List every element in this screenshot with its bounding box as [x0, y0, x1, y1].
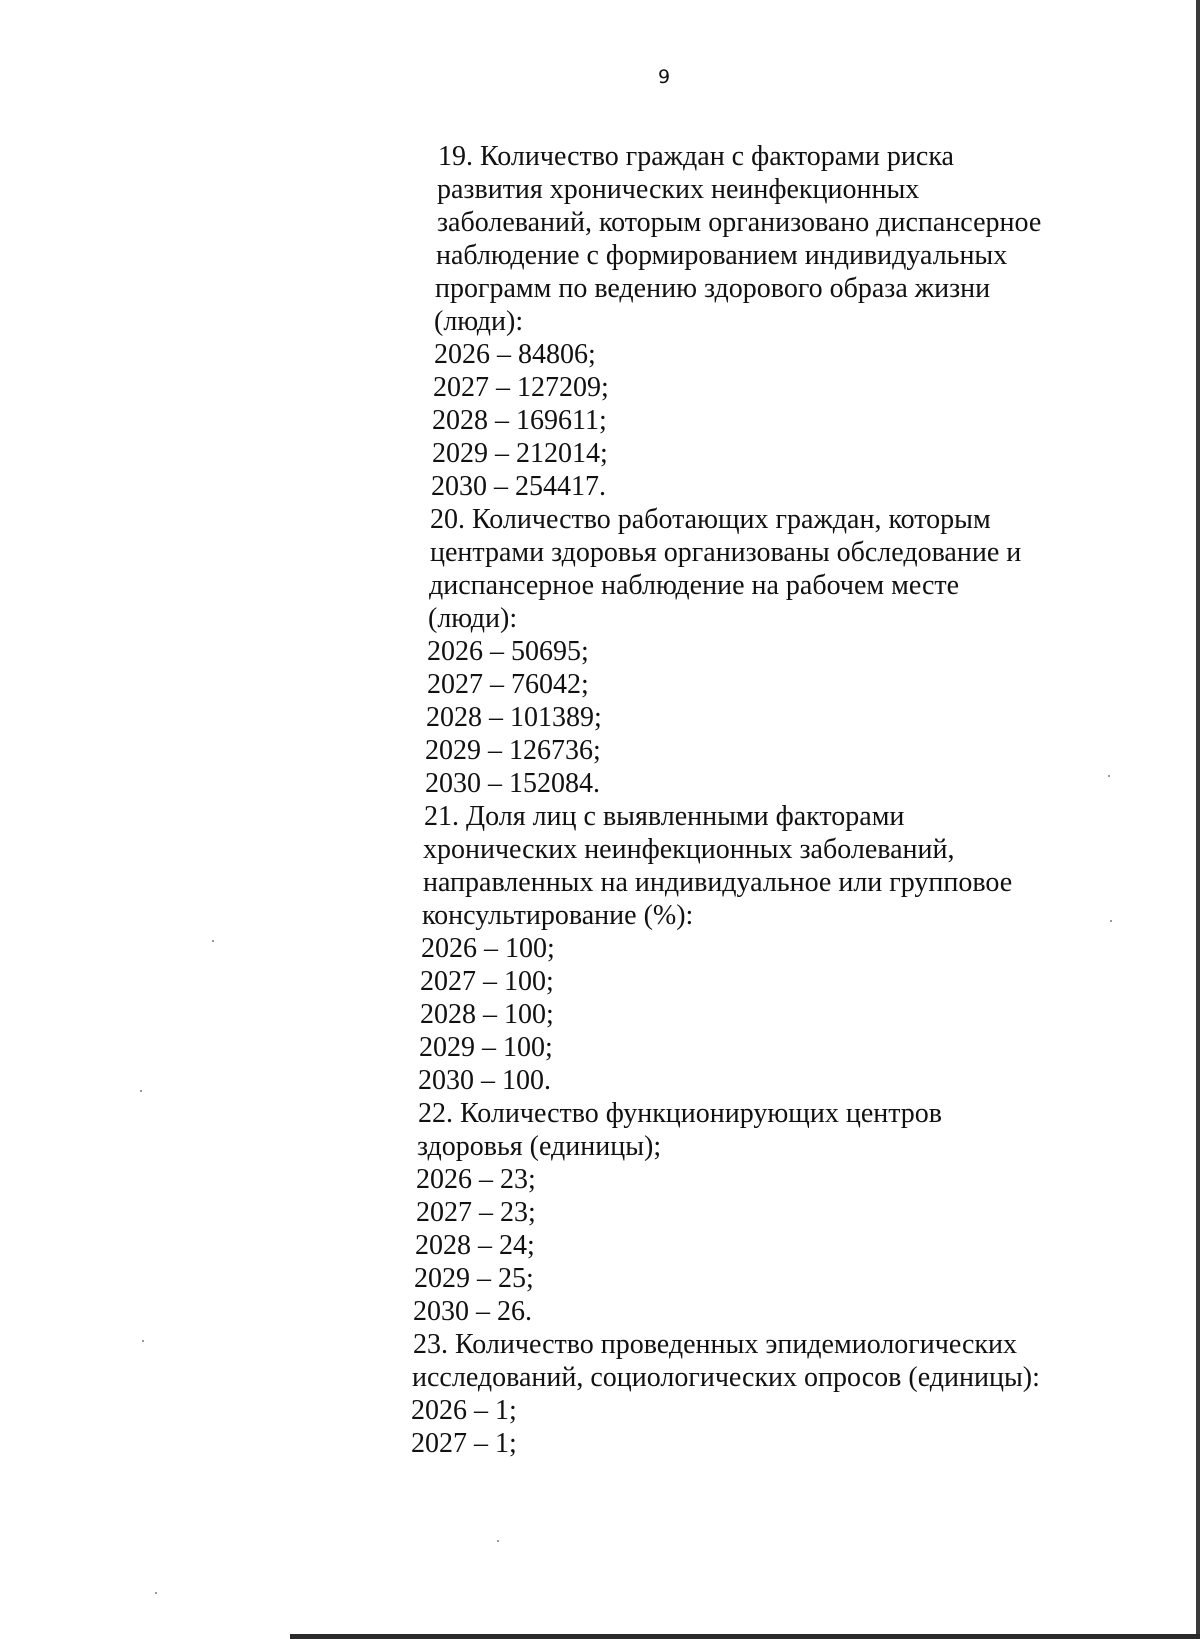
- scan-speck: [212, 940, 214, 942]
- document-line: диспансерное наблюдение на рабочем месте: [429, 570, 960, 601]
- document-line: 2027 – 127209;: [433, 372, 609, 403]
- document-line: 2026 – 84806;: [434, 339, 596, 370]
- scan-speck: [142, 1340, 144, 1342]
- document-line: хронических неинфекционных заболеваний,: [423, 834, 955, 865]
- document-line: 21. Доля лиц с выявленными факторами: [424, 801, 905, 832]
- document-line: программ по ведению здорового образа жизни: [435, 273, 991, 304]
- document-line: (люди):: [428, 603, 518, 634]
- document-line: 2028 – 101389;: [426, 702, 602, 733]
- document-line: 22. Количество функционирующих центров: [418, 1098, 943, 1129]
- scan-speck: [1110, 920, 1112, 922]
- document-line: 19. Количество граждан с факторами риска: [438, 141, 954, 172]
- document-line: 2030 – 254417.: [431, 471, 606, 502]
- document-line: 2027 – 1;: [411, 1428, 517, 1459]
- document-line: наблюдение с формированием индивидуальных: [436, 240, 1008, 271]
- document-line: (люди):: [434, 306, 524, 337]
- document-line: развития хронических неинфекционных: [437, 174, 920, 205]
- scan-speck: [155, 1592, 157, 1594]
- document-line: 2028 – 169611;: [432, 405, 607, 436]
- document-line: здоровья (единицы);: [417, 1131, 662, 1162]
- document-line: 20. Количество работающих граждан, которым: [430, 504, 991, 535]
- document-body: [411, 140, 1118, 1460]
- document-line: 2028 – 24;: [415, 1230, 535, 1261]
- page-number: 9: [657, 66, 671, 88]
- document-line: 2029 – 126736;: [425, 735, 601, 766]
- document-line: 2029 – 212014;: [432, 438, 608, 469]
- document-line: 2026 – 1;: [411, 1395, 517, 1426]
- document-line: 2030 – 100.: [418, 1065, 551, 1096]
- document-line: центрами здоровья организованы обследование и: [430, 537, 1022, 568]
- document-line: направленных на индивидуальное или групповое: [423, 867, 1013, 898]
- document-line: 2029 – 25;: [414, 1263, 534, 1294]
- document-line: 2028 – 100;: [420, 999, 554, 1030]
- document-line: консультирование (%):: [422, 900, 694, 931]
- document-line: 2026 – 100;: [421, 933, 555, 964]
- document-line: 2026 – 50695;: [427, 636, 589, 667]
- scan-speck: [140, 1090, 142, 1092]
- document-line: 2026 – 23;: [416, 1164, 536, 1195]
- scan-speck: [497, 1540, 499, 1542]
- scan-speck: [1108, 775, 1110, 777]
- document-line: 2029 – 100;: [419, 1032, 553, 1063]
- scan-page-edge: [1196, 0, 1200, 1639]
- document-line: 2030 – 26.: [413, 1296, 532, 1327]
- document-line: 2030 – 152084.: [425, 768, 600, 799]
- document-line: исследований, социологических опросов (единицы):: [412, 1362, 1040, 1393]
- document-line: 23. Количество проведенных эпидемиологических: [413, 1329, 1017, 1360]
- document-line: 2027 – 100;: [420, 966, 554, 997]
- document-line: 2027 – 76042;: [427, 669, 589, 700]
- document-line: 2027 – 23;: [416, 1197, 536, 1228]
- document-line: заболеваний, которым организовано диспансерное: [437, 207, 1042, 238]
- scan-page-edge: [290, 1634, 1200, 1639]
